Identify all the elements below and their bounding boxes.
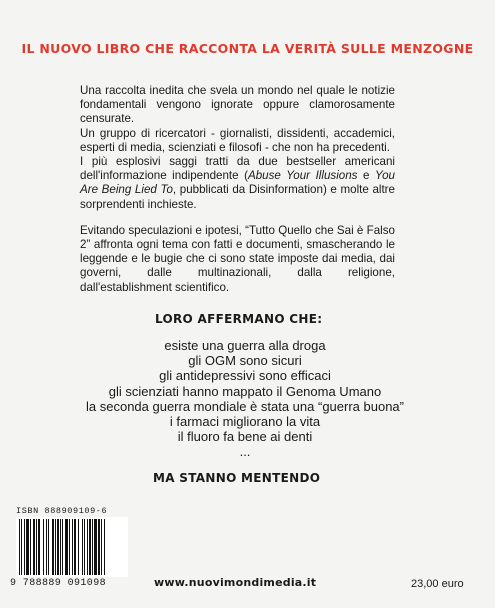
intro-p3-end: , pubblicati da Disinformation) e molte altre sorprendenti inchieste. [80,183,395,211]
book-title-you-are-being-lied-to: You Are Being Lied To [80,169,395,197]
claim-item: il fluoro fa bene ai denti [177,429,313,445]
intro-p3-start: I più esplosivi saggi tratti da due bestseller americani dell'informazione indipendente ( [80,155,395,183]
intro-p3-and: e [357,169,375,183]
barcode-digits: 9 788889 091098 [10,578,107,589]
isbn-label: ISBN 888909109-6 [16,506,108,516]
claim-item: la seconda guerra mondiale è stata una “guerra buona” [86,398,404,414]
claim-item: ... [239,444,251,460]
claims-list [60,338,430,460]
website-link[interactable]: www.nuovimondimedia.it [154,576,317,589]
intro-paragraph-2: Un gruppo di ricercatori - giornalisti, dissidenti, accademici, esperti di media, scienziati e filosofi - che non ha precedenti. [80,126,395,154]
claim-item: esiste una guerra alla droga [164,338,326,353]
claim-item: gli antidepressivi sono efficaci [159,368,331,384]
claims-heading: LORO AFFERMANO CHE: [155,312,323,326]
intro-paragraph-3 [80,155,395,212]
barcode [16,517,128,577]
intro-text [80,84,395,295]
intro-paragraph-4: Evitando speculazioni e ipotesi, “Tutto Quello che Sai è Falso 2” affronta ogni tema con fatti e documenti, smascherando le leggende e le bugie che ci sono state imposte dai media, dai governi, dalle multinazionali, dalla religione, dall'establishment scientifico. [80,223,395,294]
intro-paragraph-1: Una raccolta inedita che svela un mondo nel quale le notizie fondamentali vengono ignorate oppure clamorosamente censurate. [80,84,395,126]
headline: IL NUOVO LIBRO CHE RACCONTA LA VERITÀ SULLE MENZOGNE [21,41,474,56]
closing-statement: MA STANNO MENTENDO [153,471,321,485]
claim-item: gli OGM sono sicuri [188,353,302,369]
price: 23,00 euro [411,578,464,590]
book-title-abuse-your-illusions: Abuse Your Illusions [247,169,358,183]
claim-item: gli scienziati hanno mappato il Genoma Umano [108,383,382,399]
claim-item: i farmaci migliorano la vita [169,414,321,430]
